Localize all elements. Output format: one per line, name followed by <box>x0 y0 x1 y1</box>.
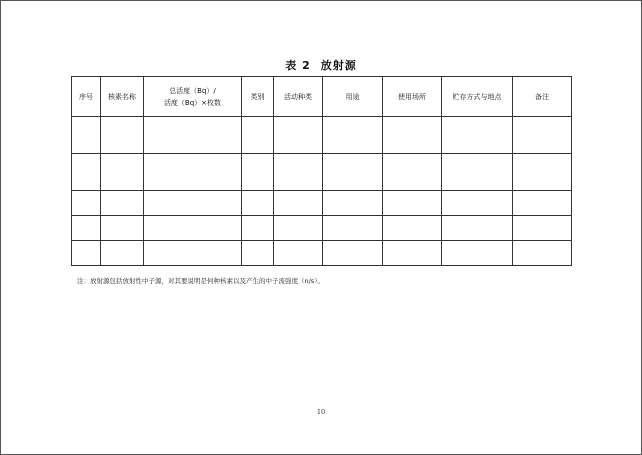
header-storage: 贮存方式与地点 <box>442 77 513 117</box>
table-cell <box>72 216 101 241</box>
table-cell <box>72 241 101 266</box>
table-cell <box>101 216 144 241</box>
table-cell <box>323 117 383 154</box>
table-cell <box>242 191 274 216</box>
table-title-text: 放射源 <box>320 59 357 72</box>
table-cell <box>513 154 572 191</box>
table-cell <box>144 117 242 154</box>
table-cell <box>383 216 442 241</box>
header-use: 用途 <box>323 77 383 117</box>
table-cell <box>513 241 572 266</box>
table-cell <box>144 154 242 191</box>
table-cell <box>442 191 513 216</box>
table-cell <box>383 191 442 216</box>
header-category: 类别 <box>242 77 274 117</box>
table-cell <box>442 216 513 241</box>
table-cell <box>242 241 274 266</box>
table-row <box>72 191 572 216</box>
header-activity-line1: 总活度（Bq）/ <box>169 86 216 95</box>
table-cell <box>442 241 513 266</box>
table-row <box>72 117 572 154</box>
table-cell <box>101 191 144 216</box>
table-cell <box>144 216 242 241</box>
table-cell <box>144 241 242 266</box>
table-cell <box>383 241 442 266</box>
table-cell <box>323 154 383 191</box>
table-cell <box>323 216 383 241</box>
table-cell <box>383 154 442 191</box>
table-footnote: 注：放射源包括放射性中子源，对其要说明是何种核素以及产生的中子流强度（n/s）。 <box>77 277 324 285</box>
table-cell <box>513 191 572 216</box>
header-place: 使用场所 <box>383 77 442 117</box>
header-serial: 序号 <box>72 77 101 117</box>
header-activity <box>144 77 242 117</box>
header-nuclide: 核素名称 <box>101 77 144 117</box>
table-cell <box>72 154 101 191</box>
table-cell <box>383 117 442 154</box>
table-cell <box>274 154 323 191</box>
table-title <box>0 57 642 73</box>
table-cell <box>323 191 383 216</box>
header-activity-type: 活动种类 <box>274 77 323 117</box>
radioactive-source-table <box>71 76 572 266</box>
table-number: 表 2 <box>285 59 311 72</box>
table-cell <box>242 154 274 191</box>
table-cell <box>101 154 144 191</box>
table-cell <box>242 117 274 154</box>
table-header-row <box>72 77 572 117</box>
table-cell <box>242 216 274 241</box>
table-cell <box>513 117 572 154</box>
table-cell <box>442 117 513 154</box>
table-cell <box>513 216 572 241</box>
header-activity-line2: 活度（Bq）×枚数 <box>163 98 222 107</box>
table-cell <box>274 241 323 266</box>
table-cell <box>442 154 513 191</box>
table-cell <box>144 191 242 216</box>
page-number: 10 <box>316 408 326 416</box>
table-cell <box>101 241 144 266</box>
header-remarks: 备注 <box>513 77 572 117</box>
table-cell <box>101 117 144 154</box>
table-cell <box>274 216 323 241</box>
table-cell <box>274 117 323 154</box>
table-row <box>72 216 572 241</box>
table-row <box>72 241 572 266</box>
table-row <box>72 154 572 191</box>
table-cell <box>323 241 383 266</box>
table-cell <box>274 191 323 216</box>
table-cell <box>72 191 101 216</box>
table-cell <box>72 117 101 154</box>
